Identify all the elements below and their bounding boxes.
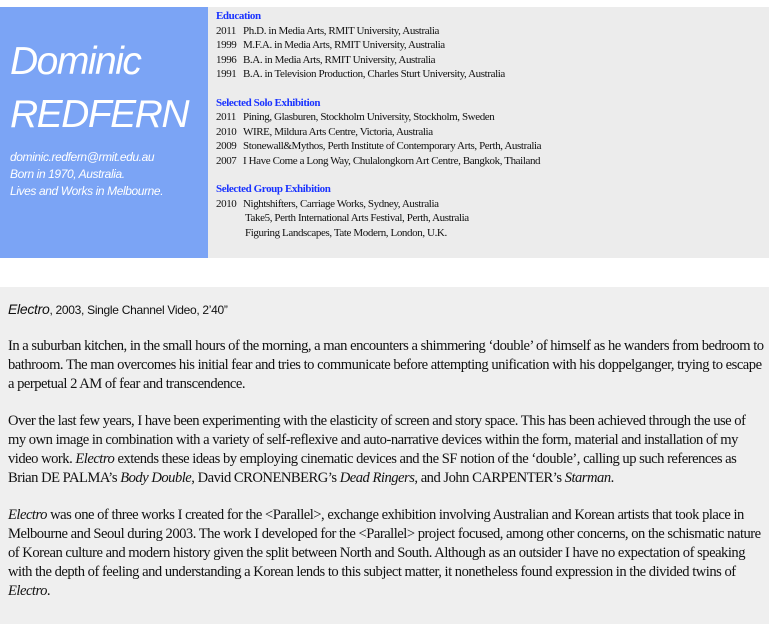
entry-text: WIRE, Mildura Arts Centre, Victoria, Australia bbox=[243, 125, 433, 138]
italic-title: Body Double bbox=[120, 470, 192, 486]
text-span: . bbox=[610, 470, 614, 486]
solo-item bbox=[216, 154, 766, 169]
description-paragraph-2 bbox=[8, 412, 766, 488]
entry-text: I Have Come a Long Way, Chulalongkorn Art Centre, Bangkok, Thailand bbox=[243, 154, 541, 167]
text-span: . bbox=[46, 583, 51, 599]
email-link[interactable]: dominic.redfern@rmit.edu.au bbox=[10, 150, 155, 164]
text-span: was one of three works I created for the <Parallel>, exchange exhibition involving Australian and Korean artists that took place in Melbourne and Seoul during 2003. The work I developed for the <Parallel> project focused, among other concerns, on the schismatic nature of Korean culture and modern history given the split between North and South. Although as an outsider I have no expectation of speaking with the depth of feeling and understanding a Korean lends to this subject matter, it nonetheless found expression in the divided twins of bbox=[8, 507, 761, 580]
entry-text: B.A. in Television Production, Charles Sturt University, Australia bbox=[243, 68, 505, 80]
entry-text: B.A. in Media Arts, RMIT University, Australia bbox=[243, 53, 436, 66]
year: 2010 bbox=[216, 197, 237, 210]
italic-title: Electro bbox=[75, 451, 115, 467]
description-paragraph-3 bbox=[8, 506, 766, 601]
italic-title: Starman bbox=[564, 470, 611, 486]
artist-name-box bbox=[0, 7, 208, 258]
cv-list bbox=[216, 9, 766, 240]
group-item: Figuring Landscapes, Tate Modern, London, U.K. bbox=[245, 226, 447, 239]
artist-last-name: REDFERN bbox=[10, 93, 189, 136]
group-item bbox=[216, 197, 766, 212]
work-title: Electro bbox=[8, 301, 50, 317]
italic-title: Electro bbox=[8, 507, 47, 523]
education-item bbox=[216, 38, 766, 53]
italic-title: Dead Ringers bbox=[339, 470, 415, 486]
artist-first-name: Dominic bbox=[10, 40, 141, 83]
artist-contact bbox=[10, 149, 163, 200]
text-span: , and John CARPENTER’s bbox=[414, 470, 565, 486]
year: 1996 bbox=[216, 53, 237, 66]
year: 2011 bbox=[216, 24, 236, 37]
education-item bbox=[216, 53, 766, 68]
year: 1991 bbox=[216, 68, 237, 80]
group-exhibition-heading: Selected Group Exhibition bbox=[216, 183, 331, 195]
year: 2007 bbox=[216, 154, 237, 167]
description-paragraph-1: In a suburban kitchen, in the small hours of the morning, a man encounters a shimmering ‘double’ of himself as he wanders from bedroom to bathroom. The man overcomes his initial fear and tries to communicate before attempting unification with his doppelganger, trying to escape a perpetual 2 AM of fear and transcendence. bbox=[8, 338, 764, 392]
text-span: Over the last few years, I have been experimenting with the elasticity of screen and story space. This has been achieved through the use of my own image in combination with a variety of self-reflexive and auto-narrative devices within the form, material and installation of my video work. bbox=[8, 413, 746, 467]
education-item bbox=[216, 67, 766, 82]
year: 2011 bbox=[216, 111, 236, 123]
entry-text: Nightshifters, Carriage Works, Sydney, Australia bbox=[243, 197, 439, 210]
year: 2010 bbox=[216, 125, 237, 138]
year: 2009 bbox=[216, 140, 237, 152]
work-title-line bbox=[8, 301, 228, 317]
solo-item bbox=[216, 139, 766, 154]
solo-item bbox=[216, 125, 766, 140]
residence-info: Lives and Works in Melbourne. bbox=[10, 184, 164, 198]
entry-text: Ph.D. in Media Arts, RMIT University, Australia bbox=[243, 24, 439, 37]
entry-text: Pining, Glasburen, Stockholm University, Stockholm, Sweden bbox=[243, 111, 495, 123]
entry-text: Stonewall&Mythos, Perth Institute of Contemporary Arts, Perth, Australia bbox=[243, 140, 542, 152]
solo-exhibition-heading: Selected Solo Exhibition bbox=[216, 96, 321, 109]
work-details: , 2003, Single Channel Video, 2’40” bbox=[49, 303, 228, 317]
text-span: , David CRONENBERG’s bbox=[191, 470, 340, 486]
solo-item bbox=[216, 110, 766, 125]
birth-info: Born in 1970, Australia. bbox=[10, 167, 125, 181]
education-heading: Education bbox=[216, 10, 261, 22]
group-item: Take5, Perth International Arts Festival, Perth, Australia bbox=[245, 212, 469, 224]
year: 1999 bbox=[216, 39, 237, 51]
entry-text: M.F.A. in Media Arts, RMIT University, Australia bbox=[243, 39, 445, 51]
education-item bbox=[216, 24, 766, 39]
italic-title: Electro bbox=[8, 583, 47, 599]
text-span: extends these ideas by employing cinematic devices and the SF notion of the ‘double’, calling up such references as Brian DE PALMA’s bbox=[8, 451, 737, 486]
